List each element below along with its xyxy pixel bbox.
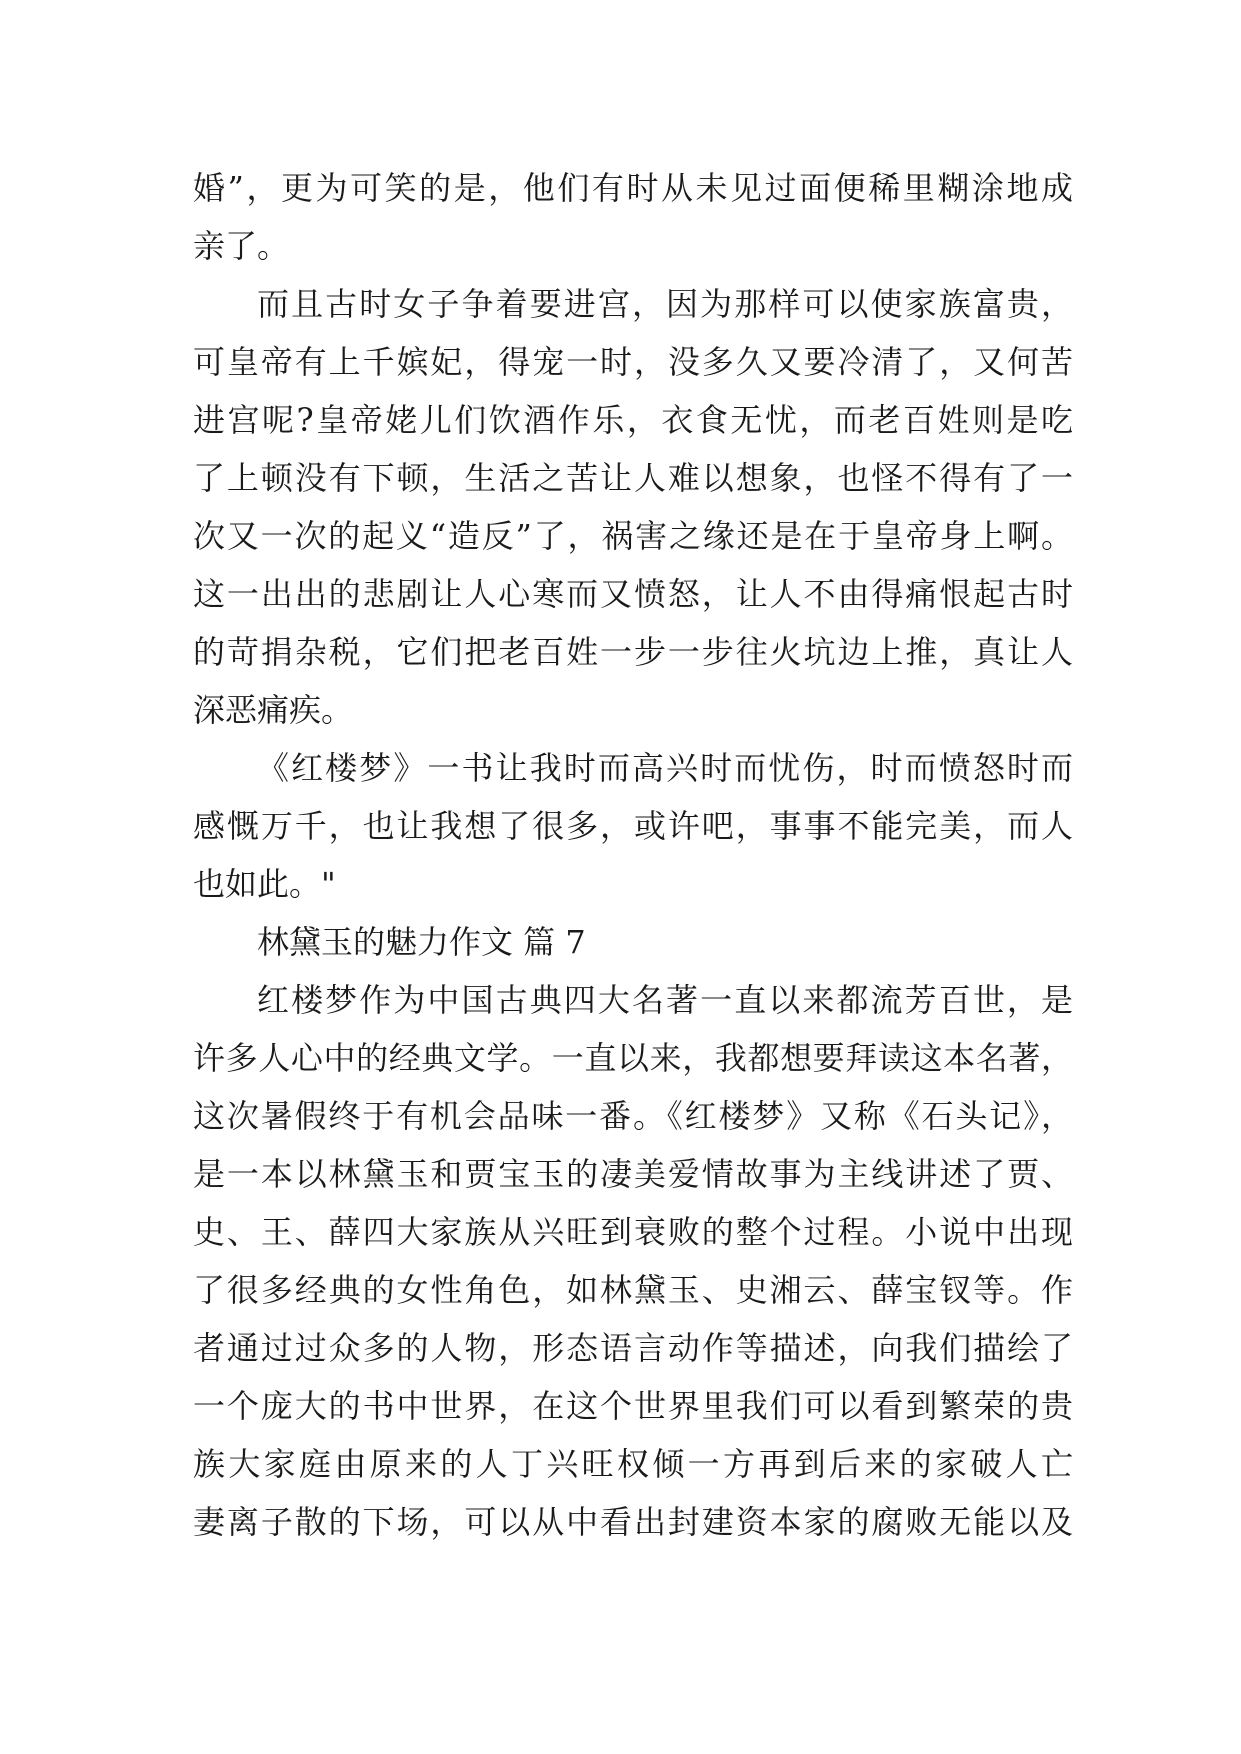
text-line: 这次暑假终于有机会品味一番。《红楼梦》又称《石头记》，: [193, 1097, 1073, 1135]
text-line: 亲了。: [193, 227, 290, 265]
text-line: 婚”，更为可笑的是，他们有时从未见过面便稀里糊涂地成: [193, 169, 1073, 207]
text-line: 了上顿没有下顿，生活之苦让人难以想象，也怪不得有了一: [193, 459, 1073, 497]
text-line: 也如此。": [193, 865, 336, 903]
text-line: 一个庞大的书中世界，在这个世界里我们可以看到繁荣的贵: [193, 1387, 1073, 1425]
text-line: 进宫呢?皇帝姥儿们饮酒作乐，衣食无忧，而老百姓则是吃: [193, 401, 1073, 439]
section-heading: 林黛玉的魅力作文 篇 7: [257, 923, 586, 961]
text-line: 感慨万千，也让我想了很多，或许吧，事事不能完美，而人: [193, 807, 1073, 845]
text-line: 可皇帝有上千嫔妃，得宠一时，没多久又要冷清了，又何苦: [193, 343, 1073, 381]
text-line: 了很多经典的女性角色，如林黛玉、史湘云、薛宝钗等。作: [193, 1271, 1073, 1309]
text-line: 的苛捐杂税，它们把老百姓一步一步往火坑边上推，真让人: [193, 633, 1073, 671]
paragraph-start-line: 红楼梦作为中国古典四大名著一直以来都流芳百世，是: [257, 981, 1073, 1019]
text-line: 次又一次的起义“造反”了，祸害之缘还是在于皇帝身上啊。: [193, 517, 1073, 555]
text-line: 史、王、薛四大家族从兴旺到衰败的整个过程。小说中出现: [193, 1213, 1073, 1251]
text-line: 许多人心中的经典文学。一直以来，我都想要拜读这本名著，: [193, 1039, 1073, 1077]
text-line: 者通过过众多的人物，形态语言动作等描述，向我们描绘了: [193, 1329, 1073, 1367]
text-line: 是一本以林黛玉和贾宝玉的凄美爱情故事为主线讲述了贾、: [193, 1155, 1073, 1193]
text-line: 这一出出的悲剧让人心寒而又愤怒，让人不由得痛恨起古时: [193, 575, 1073, 613]
text-line: 深恶痛疾。: [193, 691, 354, 729]
text-line: 妻离子散的下场，可以从中看出封建资本家的腐败无能以及: [193, 1503, 1073, 1541]
paragraph-start-line: 而且古时女子争着要进宫，因为那样可以使家族富贵，: [257, 285, 1073, 323]
paragraph-start-line: 《红楼梦》一书让我时而高兴时而忧伤，时而愤怒时而: [257, 749, 1073, 787]
text-line: 族大家庭由原来的人丁兴旺权倾一方再到后来的家破人亡: [193, 1445, 1073, 1483]
